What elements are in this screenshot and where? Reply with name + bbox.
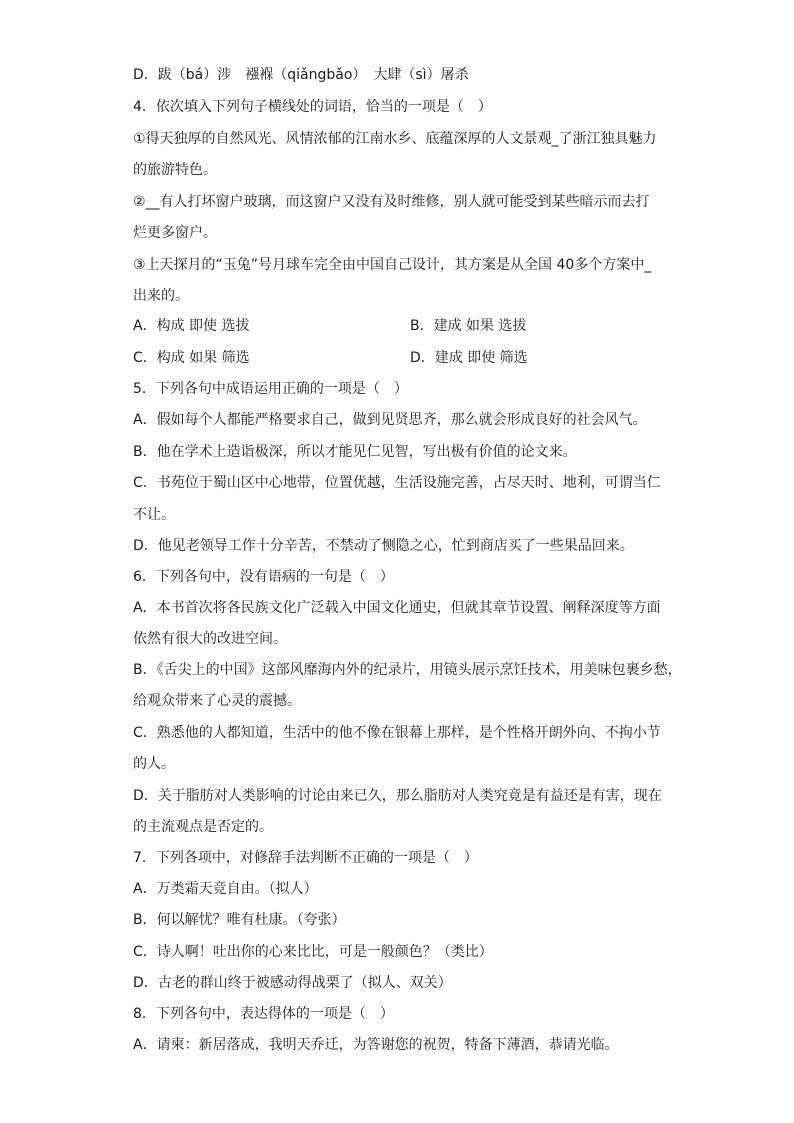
q7-option-b: B．何以解忧？唯有杜康。（夸张）: [133, 912, 346, 928]
q4-option-a: A．构成 即使 选拔: [133, 318, 250, 334]
q5-option-d: D．他见老领导工作十分辛苦，不禁动了恻隐之心，忙到商店买了一些果品回来。: [133, 538, 634, 554]
q4-sentence-2: ②__有人打坏窗户玻璃，而这窗户又没有及时维修，别人就可能受到某些暗示而去打: [133, 194, 650, 210]
q6-option-d: D．关于脂肪对人类影响的讨论由来已久，那么脂肪对人类究竟是有益还是有害，现在: [133, 788, 662, 804]
question-8-stem: 8．下列各句中，表达得体的一项是（ ）: [133, 1006, 394, 1022]
q6-option-c: C．熟悉他的人都知道，生活中的他不像在银幕上那样，是个性格开朗外向、不拘小节: [133, 725, 661, 741]
q7-option-a: A．万类霜天竞自由。（拟人）: [133, 881, 318, 897]
q6-option-a-cont: 依然有很大的改进空间。: [133, 631, 287, 647]
q4-sentence-3: ③上天探月的“玉兔”号月球车完全由中国自己设计，其方案是从全国 40多个方案中_: [133, 257, 652, 273]
q8-option-a: A．请柬：新居落成，我明天乔迁，为答谢您的祝贺，特备下薄酒，恭请光临。: [133, 1037, 619, 1053]
q4-sentence-2-cont: 烂更多窗户。: [133, 225, 217, 241]
question-6-stem: 6．下列各句中，没有语病的一句是（ ）: [133, 569, 394, 585]
q5-option-b: B．他在学术上造诣极深，所以才能见仁见智，写出极有价值的论文来。: [133, 444, 577, 460]
q6-option-b: B．《舌尖上的中国》这部风靡海内外的纪录片，用镜头展示烹饪技术，用美味包裹乡愁，: [133, 662, 682, 678]
q5-option-c-cont: 不让。: [133, 507, 175, 523]
question-5-stem: 5．下列各句中成语运用正确的一项是（ ）: [133, 381, 408, 397]
question-7-stem: 7．下列各项中，对修辞手法判断不正确的一项是（ ）: [133, 850, 478, 866]
q6-option-c-cont: 的人。: [133, 756, 175, 772]
q4-option-d: D．建成 即使 筛选: [410, 350, 528, 366]
q4-sentence-3-cont: 出来的。: [133, 288, 189, 304]
q3-option-d: D．跋（bá）涉 襁褓（qiǎngbǎo） 大肆（sì）屠杀: [133, 67, 469, 83]
q4-option-b: B．建成 如果 选拔: [410, 318, 527, 334]
q6-option-a: A．本书首次将各民族文化广泛载入中国文化通史，但就其章节设置、阐释深度等方面: [133, 600, 661, 616]
q5-option-a: A．假如每个人都能严格要求自己，做到见贤思齐，那么就会形成良好的社会风气。: [133, 412, 647, 428]
q4-sentence-1: ①得天独厚的自然风光、风情浓郁的江南水乡、底蕴深厚的人文景观_了浙江独具魅力: [133, 131, 657, 147]
q6-option-b-cont: 给观众带来了心灵的震撼。: [133, 693, 301, 709]
q4-sentence-1-cont: 的旅游特色。: [133, 162, 217, 178]
q5-option-c: C．书苑位于蜀山区中心地带，位置优越，生活设施完善，占尽天时、地利，可谓当仁: [133, 475, 661, 491]
q7-option-c: C．诗人啊！吐出你的心来比比，可是一般颜色？（类比）: [133, 944, 493, 960]
question-4-stem: 4．依次填入下列句子横线处的词语，恰当的一项是（ ）: [133, 99, 492, 115]
q4-option-c: C．构成 如果 筛选: [133, 350, 250, 366]
q7-option-d: D．古老的群山终于被感动得战栗了（拟人、双关）: [133, 975, 452, 991]
q6-option-d-cont: 的主流观点是否定的。: [133, 819, 273, 835]
